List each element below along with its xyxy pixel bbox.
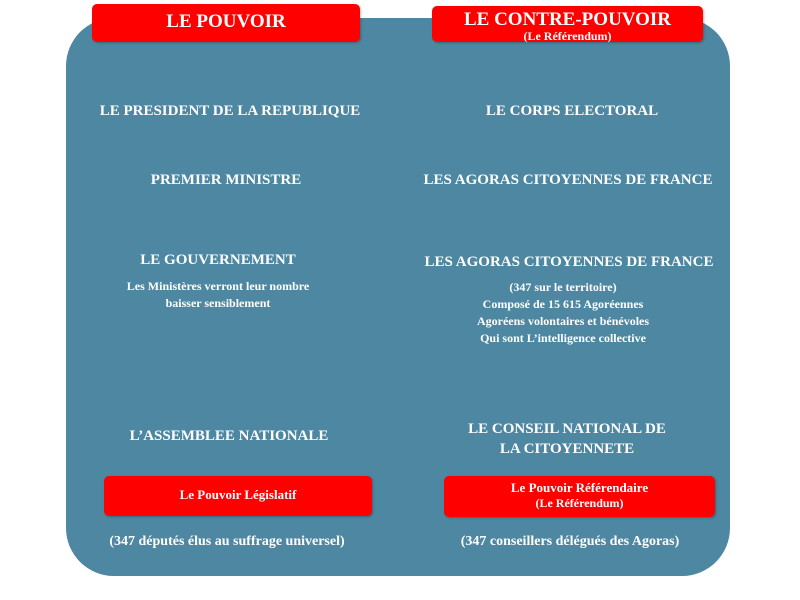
electorate-label: LE CORPS ELECTORAL xyxy=(485,103,659,119)
pouvoir-legislatif-label: Le Pouvoir Législatif xyxy=(179,487,297,502)
agoras-label-2: LES AGORAS CITOYENNES DE FRANCE xyxy=(424,254,714,270)
council-label-line-1: LE CONSEIL NATIONAL DE xyxy=(468,421,666,437)
council-label xyxy=(417,419,717,459)
government-note-line-1: Les Ministères verront leur nombre xyxy=(126,279,310,293)
agoras-details-line-1: (347 sur le territoire) xyxy=(509,280,617,294)
agoras-details xyxy=(413,279,713,347)
agoras-details-line-4: Qui sont L’intelligence collective xyxy=(480,331,646,345)
pouvoir-referendaire-box xyxy=(444,476,715,517)
agoras-details-line-2: Composé de 15 615 Agoréennes xyxy=(482,297,644,311)
assembly-label: L’ASSEMBLEE NATIONALE xyxy=(129,428,329,444)
right-footer: (347 conseillers délégués des Agoras) xyxy=(460,534,680,549)
prime-minister-label: PREMIER MINISTRE xyxy=(150,172,302,188)
president-label: LE PRESIDENT DE LA REPUBLIQUE xyxy=(99,103,361,119)
pouvoir-referendaire-sub: (Le Référendum) xyxy=(535,496,624,510)
government-note xyxy=(68,278,368,312)
council-label-line-2: LA CITOYENNETE xyxy=(499,441,635,457)
header-contre-pouvoir xyxy=(432,6,703,42)
government-note-line-2: baisser sensiblement xyxy=(165,296,271,310)
header-le-pouvoir xyxy=(92,4,360,42)
pouvoir-referendaire-label: Le Pouvoir Référendaire xyxy=(510,480,649,495)
agoras-details-line-3: Agoréens volontaires et bénévoles xyxy=(476,314,650,328)
left-footer: (347 députés élus au suffrage universel) xyxy=(109,534,345,549)
agoras-label-1: LES AGORAS CITOYENNES DE FRANCE xyxy=(423,172,713,188)
header-contre-pouvoir-label: LE CONTRE-POUVOIR xyxy=(463,9,672,30)
government-label: LE GOUVERNEMENT xyxy=(140,252,296,268)
header-le-pouvoir-label: LE POUVOIR xyxy=(166,11,286,32)
header-contre-pouvoir-sub: (Le Référendum) xyxy=(523,29,612,43)
pouvoir-legislatif-box xyxy=(104,476,372,516)
